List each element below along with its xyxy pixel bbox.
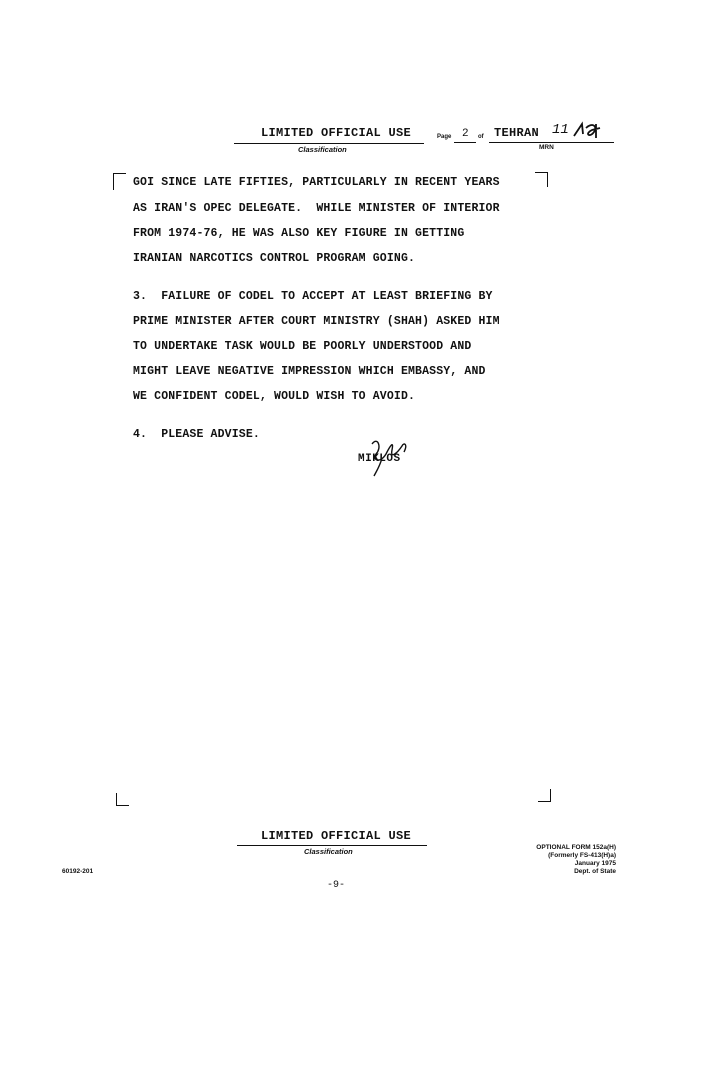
- body-line: 3. FAILURE OF CODEL TO ACCEPT AT LEAST BRIEFING BY: [133, 290, 493, 303]
- handwritten-number-mark: [570, 118, 610, 144]
- body-line: GOI SINCE LATE FIFTIES, PARTICULARLY IN RECENT YEARS: [133, 176, 500, 189]
- signature-name: MIKLOS: [358, 453, 401, 465]
- header-classification-caption: Classification: [298, 145, 347, 154]
- form-line: Dept. of State: [574, 868, 616, 875]
- body-line: FROM 1974-76, HE WAS ALSO KEY FIGURE IN GETTING: [133, 227, 465, 240]
- footer-classification-caption: Classification: [304, 847, 353, 856]
- form-line: (Formerly FS-413(H)a): [548, 852, 616, 859]
- text-area-corner-bottom-left: [116, 793, 129, 806]
- text-area-corner-top-right: [535, 172, 548, 187]
- footer-classification-rule: [237, 845, 427, 846]
- optional-form-notice: [500, 844, 616, 876]
- body-line: IRANIAN NARCOTICS CONTROL PROGRAM GOING.: [133, 252, 416, 265]
- form-line: OPTIONAL FORM 152a(H): [536, 844, 616, 851]
- body-line: PRIME MINISTER AFTER COURT MINISTRY (SHAH) ASKED HIM: [133, 315, 500, 328]
- footer-classification: LIMITED OFFICIAL USE: [261, 829, 412, 843]
- text-area-corner-bottom-right: [538, 789, 551, 802]
- message-id-rule: [489, 142, 614, 143]
- header-classification-rule: [234, 143, 424, 144]
- body-line: WE CONFIDENT CODEL, WOULD WISH TO AVOID.: [133, 390, 416, 403]
- form-line: January 1975: [574, 860, 616, 867]
- stock-number: 60192-201: [62, 868, 94, 875]
- body-line: AS IRAN'S OPEC DELEGATE. WHILE MINISTER OF INTERIOR: [133, 202, 500, 215]
- page-number-rule: [454, 142, 476, 143]
- body-line: MIGHT LEAVE NEGATIVE IMPRESSION WHICH EMBASSY, AND: [133, 365, 486, 378]
- message-number: 11: [552, 122, 569, 138]
- page-label: Page: [437, 134, 452, 140]
- message-id: TEHRAN: [494, 126, 540, 140]
- header-classification: LIMITED OFFICIAL USE: [261, 126, 412, 140]
- page-number: 2: [462, 128, 469, 140]
- page-marker: -9-: [327, 880, 346, 891]
- of-label: of: [478, 134, 484, 140]
- mrn-label: MRN: [539, 144, 554, 151]
- body-line: 4. PLEASE ADVISE.: [133, 428, 260, 441]
- body-line: TO UNDERTAKE TASK WOULD BE POORLY UNDERSTOOD AND: [133, 340, 472, 353]
- text-area-corner-top-left: [113, 173, 126, 190]
